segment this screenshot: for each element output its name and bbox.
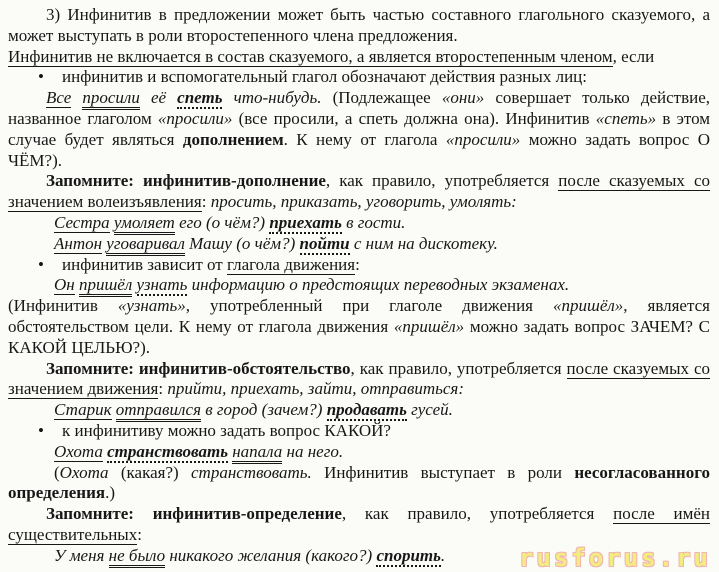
text-run: совершает только действие, названное глаголом: [8, 88, 711, 128]
text-run: Инфинитив не включается в состав сказуемого, а является второстепенным членом: [8, 46, 613, 66]
text-run: после имён существительных: [8, 504, 710, 544]
example-anton: [8, 234, 710, 255]
text-run: «пришёл»: [552, 296, 624, 316]
text-run: Он: [54, 275, 75, 295]
text-run: просили: [82, 88, 139, 110]
text-run: странствовать.: [191, 462, 312, 482]
bullet-item-different-persons: [8, 67, 710, 88]
bullet-icon: •: [38, 420, 44, 440]
text-run: в этом случае будет являться: [8, 108, 711, 149]
text-run: несогласованного определения: [8, 462, 710, 503]
text-run: приехать: [269, 212, 342, 232]
bullet-item-motion-verb: [8, 255, 710, 276]
text-run: его (о чём?): [174, 212, 270, 232]
text-run: .: [440, 545, 446, 565]
text-run: :: [137, 524, 142, 544]
text-run: информацию о предстоящих переводных экзаменах.: [187, 275, 570, 295]
text-run: её: [139, 88, 178, 108]
text-run: глагола движения: [226, 254, 356, 274]
text-run: , является обстоятельством цели. К нему от глагола движения: [8, 296, 710, 336]
text-run: , если: [612, 46, 655, 66]
text-run: инфинитив и вспомогательный глагол обозначают действия разных лиц:: [62, 67, 587, 87]
text-run: . К нему от глагола: [283, 129, 446, 149]
text-run: отправился: [116, 400, 201, 422]
note-obstoyatelstvo: [8, 296, 710, 358]
memo-obstoyatelstvo: [8, 359, 710, 401]
text-run: в гости.: [341, 212, 406, 232]
text-run: к инфинитиву можно задать вопрос КАКОЙ?: [62, 420, 391, 440]
text-run: .): [105, 483, 116, 503]
text-run: уговаривал: [106, 234, 185, 256]
intro-paragraph: [8, 5, 710, 47]
example-ohota: [8, 442, 710, 463]
document-body: [8, 5, 711, 572]
text-run: прийти, приехать, зайти, отправиться:: [167, 379, 464, 399]
text-run: продавать: [326, 400, 407, 420]
text-run: гусей.: [406, 400, 453, 420]
example-starik: [8, 400, 710, 421]
bullet-icon: •: [38, 254, 44, 274]
text-run: , как правило, употребляется: [341, 504, 614, 524]
bullet-icon: •: [38, 67, 44, 87]
text-run: Машу (о чём?): [184, 233, 300, 253]
text-run: «спеть»: [595, 108, 657, 128]
text-run: 3) Инфинитив в предложении может быть частью составного глагольного сказуемого, а может выступать в роли второстепенного члена предложения.: [8, 5, 710, 45]
text-run: Старик: [54, 400, 112, 420]
text-run: Сестра: [54, 212, 110, 232]
bullet-item-kakoy: [8, 421, 710, 442]
text-run: Все: [46, 88, 72, 108]
note-opredelenie: [8, 463, 710, 505]
text-run: спорить: [376, 545, 441, 565]
rule-paragraph: [8, 47, 710, 68]
text-run: (Подлежащее: [332, 88, 442, 108]
text-run: что-нибудь.: [222, 88, 333, 108]
text-run: , как правило, употребляется: [350, 358, 567, 378]
text-run: инфинитив зависит от: [62, 254, 227, 274]
text-run: после сказуемых со значением движения: [8, 358, 710, 399]
text-run: «пришёл»: [393, 316, 465, 336]
text-run: (все просили, а спеть должна она). Инфинитив: [232, 108, 596, 128]
text-run: , употребленный при глаголе движения: [185, 296, 553, 316]
text-run: умоляет: [114, 213, 175, 235]
text-run: :: [201, 192, 211, 212]
text-run: с ним на дискотеку.: [349, 233, 498, 253]
text-run: :: [158, 379, 168, 399]
text-run: никакого желания (какого?): [165, 545, 377, 565]
example-note-dopolnenie: [8, 88, 710, 171]
text-run: У меня: [54, 545, 109, 565]
text-run: (Инфинитив: [8, 296, 118, 316]
memo-opredelenie: [8, 504, 710, 546]
example-on-prishel: [8, 275, 710, 296]
text-run: пойти: [299, 233, 350, 253]
text-run: напала: [232, 442, 282, 464]
text-run: «просили»: [445, 129, 521, 149]
text-run: дополнением: [182, 129, 284, 149]
example-sestra: [8, 213, 710, 234]
text-run: не было: [109, 546, 165, 568]
text-run: странствовать: [107, 441, 228, 461]
text-run: [132, 275, 136, 294]
text-run: Инфинитив выступает в роли: [311, 462, 575, 482]
text-run: :: [355, 254, 360, 274]
text-run: , как правило, употребляется: [325, 171, 559, 191]
text-run: Запомните: инфинитив-дополнение: [46, 171, 326, 191]
text-run: узнать: [136, 275, 188, 295]
text-run: Антон: [54, 233, 103, 253]
text-run: «узнать»: [117, 296, 186, 316]
text-run: Запомните: инфинитив-определение: [46, 504, 342, 524]
text-run: Запомните: инфинитив-обстоятельство: [46, 358, 351, 378]
text-run: [71, 88, 82, 107]
text-run: можно задать вопрос ЗАЧЕМ? С КАКОЙ ЦЕЛЬЮ?).: [8, 316, 710, 357]
text-run: пришёл: [79, 275, 132, 297]
text-run: просить, приказать, уговорить, умолять:: [210, 192, 517, 212]
memo-dopolnenie: [8, 171, 710, 213]
text-run: Охота: [59, 462, 109, 482]
text-run: после сказуемых со значением волеизъявления: [8, 171, 710, 212]
watermark: rusforus.ru: [519, 544, 711, 572]
text-run: спеть: [177, 88, 223, 108]
text-run: на него.: [282, 441, 344, 461]
text-run: (: [54, 462, 60, 482]
text-run: (какая?): [108, 462, 191, 482]
text-run: в город (зачем?): [201, 400, 327, 420]
text-run: «просили»: [157, 108, 233, 128]
text-run: можно задать вопрос О ЧЁМ?).: [8, 129, 711, 170]
text-run: Охота: [54, 441, 103, 461]
text-run: «они»: [441, 88, 485, 108]
